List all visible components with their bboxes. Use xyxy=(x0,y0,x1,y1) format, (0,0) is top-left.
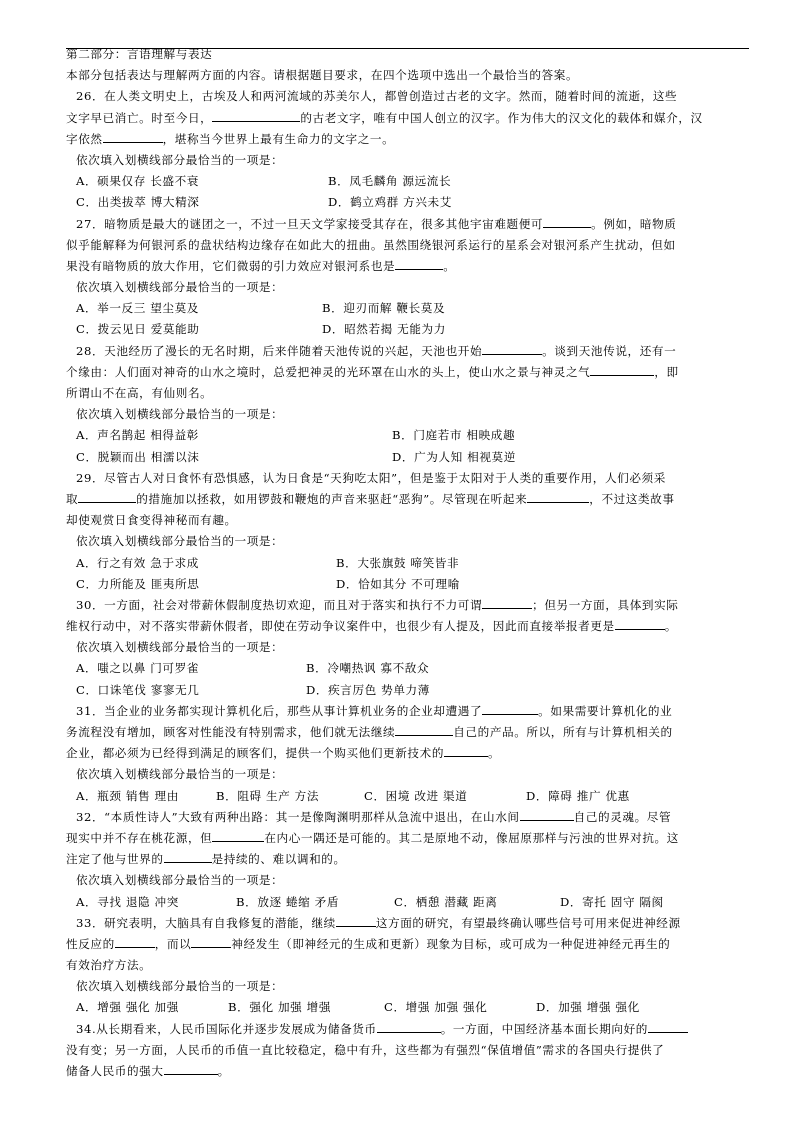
option-b[interactable]: B．凤毛麟角 源远流长 xyxy=(328,174,452,189)
question-prompt: 依次填入划横线部分最恰当的一项是： xyxy=(76,407,284,422)
question-32-line-2: 现实中并不存在桃花源，但 在内心一隅还是可能的。其二是原地不动，像屈原那样与污浊的世界对抗。这 xyxy=(66,830,679,845)
question-prompt: 依次填入划横线部分最恰当的一项是： xyxy=(76,152,284,167)
question-34-line-2: 没有变；另一方面，人民币的币值一直比较稳定，稳中有升，这些都为有强烈“保值增值”需求的各国央行提供了 xyxy=(66,1042,665,1057)
option-c[interactable]: C．出类拔萃 博大精深 xyxy=(76,195,200,210)
blank[interactable] xyxy=(520,808,574,821)
question-31-line-1: 31．当企业的业务都实现计算机化后，那些从事计算机业务的企业却遭遇了 。如果需要计算机化的业 xyxy=(76,703,673,718)
options-row xyxy=(66,680,749,701)
option-c[interactable]: C．力所能及 匪夷所思 xyxy=(76,576,200,591)
options-row xyxy=(66,171,749,192)
question-27-line-3: 果没有暗物质的放大作用，它们微弱的引力效应对银河系也是 。 xyxy=(66,258,456,273)
option-d[interactable]: D．寄托 固守 隔阂 xyxy=(560,894,664,909)
option-d[interactable]: D．鹤立鸡群 方兴未艾 xyxy=(328,195,452,210)
option-b[interactable]: B．门庭若市 相映成趣 xyxy=(392,428,516,443)
blank[interactable] xyxy=(482,702,538,715)
question-prompt: 依次填入划横线部分最恰当的一项是： xyxy=(76,280,284,295)
options-row xyxy=(66,786,749,807)
question-32-line-1: 32．“本质性诗人”大致有两种出路：其一是像陶渊明那样从急流中退出，在山水间 自己的灵魂。尽管 xyxy=(76,809,672,824)
blank[interactable] xyxy=(164,1062,218,1075)
section-intro: 本部分包括表达与理解两方面的内容。请根据题目要求，在四个选项中选出一个最恰当的答案。 xyxy=(66,68,579,83)
option-d[interactable]: D．加强 增强 强化 xyxy=(536,1000,640,1015)
question-29-line-2: 取 的措施加以拯救，如用锣鼓和鞭炮的声音来驱赶“恶狗”。尽管现在听起来 ，不过这类故事 xyxy=(66,491,675,506)
question-prompt: 依次填入划横线部分最恰当的一项是： xyxy=(76,767,284,782)
option-d[interactable]: D．昭然若揭 无能为力 xyxy=(322,322,446,337)
question-31-line-3: 企业，都必须为已经得到满足的顾客们，提供一个购买他们更新技术的 。 xyxy=(66,746,501,761)
question-29-line-1: 29．尽管古人对日食怀有恐惧感，认为日食是“天狗吃太阳”，但是鉴于太阳对于人类的重要作用，人们必须采 xyxy=(76,470,666,485)
blank[interactable] xyxy=(482,596,532,609)
option-a[interactable]: A．嗤之以鼻 门可罗雀 xyxy=(76,661,200,676)
question-prompt: 依次填入划横线部分最恰当的一项是： xyxy=(76,534,284,549)
option-b[interactable]: B．阻碍 生产 方法 xyxy=(216,788,320,803)
question-26-line-1: 26．在人类文明史上，古埃及人和两河流域的苏美尔人，都曾创造过古老的文字。然而，随着时间的流逝，这些 xyxy=(76,89,678,104)
option-a[interactable]: A．举一反三 望尘莫及 xyxy=(76,301,200,316)
options-row xyxy=(66,658,749,679)
option-a[interactable]: A．瓶颈 销售 理由 xyxy=(76,788,179,803)
exam-page xyxy=(66,44,749,1082)
option-b[interactable]: B．强化 加强 增强 xyxy=(228,1000,332,1015)
option-c[interactable]: C．增强 加强 强化 xyxy=(384,1000,488,1015)
option-b[interactable]: B．冷嘲热讽 寡不敌众 xyxy=(306,661,430,676)
question-26-line-3: 字依然 ，堪称当今世界上最有生命力的文字之一。 xyxy=(66,131,395,146)
option-c[interactable]: C．脱颖而出 相濡以沫 xyxy=(76,449,200,464)
blank[interactable] xyxy=(590,363,654,376)
blank[interactable] xyxy=(527,490,589,503)
options-row xyxy=(66,298,749,319)
options-row xyxy=(66,192,749,213)
option-c[interactable]: C．口诛笔伐 寥寥无几 xyxy=(76,682,200,697)
question-27-line-2: 似乎能解释为何银河系的盘状结构边缘存在如此大的扭曲。虽然围绕银河系运行的星系会对银河系产生扰动，但如 xyxy=(66,237,676,252)
question-27-line-1: 27．暗物质是最大的谜团之一，不过一旦天文学家接受其存在，很多其他宇宙难题便可 。例如，暗物质 xyxy=(76,216,677,231)
question-33-line-1: 33．研究表明，大脑具有自我修复的潜能，继续 这方面的研究，有望最终确认哪些信号可用来促进神经源 xyxy=(76,915,681,930)
blank[interactable] xyxy=(395,257,443,270)
blank[interactable] xyxy=(482,342,542,355)
option-a[interactable]: A．行之有效 急于求成 xyxy=(76,555,200,570)
blank[interactable] xyxy=(212,109,300,122)
blank[interactable] xyxy=(543,215,591,228)
question-prompt: 依次填入划横线部分最恰当的一项是： xyxy=(76,979,284,994)
section-title: 第二部分：言语理解与表达 xyxy=(66,47,213,61)
blank[interactable] xyxy=(377,1020,441,1033)
option-a[interactable]: A．增强 强化 加强 xyxy=(76,1000,179,1015)
blank[interactable] xyxy=(115,935,155,948)
options-row xyxy=(66,997,749,1018)
question-28-line-1: 28．天池经历了漫长的无名时期，后来伴随着天池传说的兴起，天池也开始 。谈到天池传说，还有一 xyxy=(76,343,677,358)
question-33-line-2: 性反应的 ，而以 神经发生（即神经元的生成和更新）现象为目标，或可成为一种促进神经元再生的 xyxy=(66,936,671,951)
option-c[interactable]: C．栖憩 潜藏 距离 xyxy=(394,894,498,909)
question-28-line-2: 个缘由：人们面对神奇的山水之境时，总爱把神灵的光环罩在山水的头上，使山水之景与神灵之气 ，即 xyxy=(66,364,679,379)
options-row xyxy=(66,447,749,468)
question-30-line-1: 30．一方面，社会对带薪休假制度热切欢迎，而且对于落实和执行不力可谓 ；但另一方面，具体到实际 xyxy=(76,597,679,612)
question-28-line-3: 所谓山不在高，有仙则名。 xyxy=(66,386,213,400)
blank[interactable] xyxy=(648,1020,688,1033)
option-d[interactable]: D．广为人知 相视莫逆 xyxy=(392,449,516,464)
question-prompt: 依次填入划横线部分最恰当的一项是： xyxy=(76,873,284,888)
option-d[interactable]: D．恰如其分 不可理喻 xyxy=(336,576,460,591)
blank[interactable] xyxy=(103,130,163,143)
option-c[interactable]: C．困境 改进 渠道 xyxy=(364,788,468,803)
blank[interactable] xyxy=(212,829,264,842)
question-34-line-3: 储备人民币的强大 。 xyxy=(66,1064,230,1078)
option-a[interactable]: A．寻找 退隐 冲突 xyxy=(76,894,179,909)
option-a[interactable]: A．声名鹊起 相得益彰 xyxy=(76,428,200,443)
option-d[interactable]: D．障碍 推广 优惠 xyxy=(526,788,630,803)
blank[interactable] xyxy=(395,723,453,736)
options-row xyxy=(66,574,749,595)
option-c[interactable]: C．拨云见日 爱莫能助 xyxy=(76,322,200,337)
options-row xyxy=(66,892,749,913)
question-31-line-2: 务流程没有增加，顾客对性能没有特别需求，他们就无法继续 自己的产品。所以，所有与计算机相关的 xyxy=(66,725,673,739)
option-d[interactable]: D．疾言厉色 势单力薄 xyxy=(306,682,430,697)
question-33-line-3: 有效治疗方法。 xyxy=(66,958,152,973)
question-26-line-2: 文字早已消亡。时至今日， 的古老文字，唯有中国人创立的汉字。作为伟大的汉文化的载体和媒介，汉 xyxy=(66,110,703,125)
question-34-line-1: 34.从长期看来，人民币国际化并逐步发展成为储备货币 。一方面，中国经济基本面长期向好的 xyxy=(66,1019,749,1040)
blank[interactable] xyxy=(164,850,212,863)
blank[interactable] xyxy=(191,935,231,948)
question-30-line-2: 维权行动中，对不落实带薪休假者，即使在劳动争议案件中，也很少有人提及，因此而直接举报者更是 。 xyxy=(66,619,677,634)
blank[interactable] xyxy=(78,490,136,503)
blank[interactable] xyxy=(444,744,488,757)
question-32-line-3: 注定了他与世界的 是持续的、难以调和的。 xyxy=(66,852,346,867)
options-row xyxy=(66,319,749,340)
option-b[interactable]: B．放逐 蜷缩 矛盾 xyxy=(236,894,340,909)
blank[interactable] xyxy=(336,914,376,927)
option-a[interactable]: A．硕果仅存 长盛不衰 xyxy=(76,174,200,189)
options-row xyxy=(66,553,749,574)
option-b[interactable]: B．迎刃而解 鞭长莫及 xyxy=(322,301,446,316)
options-row xyxy=(66,425,749,446)
blank[interactable] xyxy=(615,617,665,630)
question-prompt: 依次填入划横线部分最恰当的一项是： xyxy=(76,640,284,655)
option-b[interactable]: B．大张旗鼓 啼笑皆非 xyxy=(336,555,460,570)
question-29-line-3: 却使观赏日食变得神秘而有趣。 xyxy=(66,513,237,528)
